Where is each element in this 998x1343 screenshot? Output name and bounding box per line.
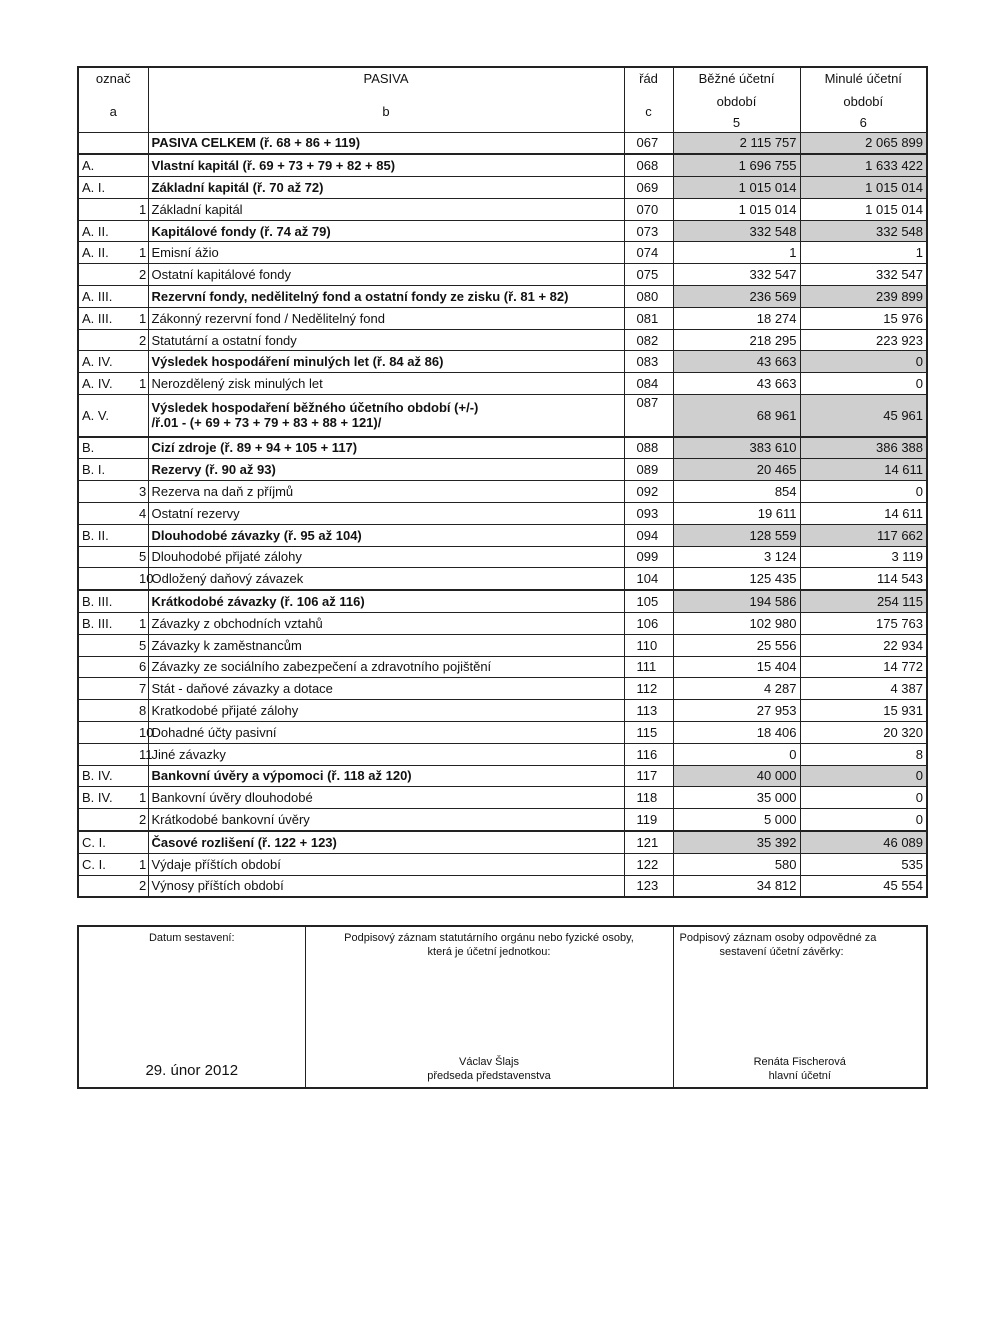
row-item-number: 2 [136, 875, 148, 897]
row-line-number: 106 [624, 612, 673, 634]
row-designation: B. IV. [78, 765, 136, 787]
row-line-number: 088 [624, 437, 673, 459]
row-previous-period: 20 320 [800, 721, 927, 743]
row-line-number: 081 [624, 307, 673, 329]
row-item-number: 7 [136, 678, 148, 700]
row-current-period: 18 406 [673, 721, 800, 743]
row-previous-period: 332 548 [800, 220, 927, 242]
row-previous-period: 46 089 [800, 831, 927, 853]
row-current-period: 236 569 [673, 286, 800, 308]
row-current-period: 15 404 [673, 656, 800, 678]
row-previous-period: 0 [800, 809, 927, 831]
row-previous-period: 0 [800, 351, 927, 373]
row-previous-period: 3 119 [800, 546, 927, 568]
table-row [78, 590, 927, 612]
row-previous-period: 15 976 [800, 307, 927, 329]
row-label: Závazky z obchodních vztahů [148, 612, 624, 634]
row-label: Výdaje příštích období [148, 853, 624, 875]
row-label: Nerozdělený zisk minulých let [148, 373, 624, 395]
table-row [78, 286, 927, 308]
row-line-number: 084 [624, 373, 673, 395]
row-previous-period: 239 899 [800, 286, 927, 308]
row-current-period: 18 274 [673, 307, 800, 329]
row-label: Krátkodobé závazky (ř. 106 až 116) [148, 590, 624, 612]
row-previous-period: 2 065 899 [800, 132, 927, 154]
table-row [78, 546, 927, 568]
row-current-period: 2 115 757 [673, 132, 800, 154]
row-current-period: 3 124 [673, 546, 800, 568]
row-item-number [136, 437, 148, 459]
row-label: Závazky ze sociálního zabezpečení a zdravotního pojištění [148, 656, 624, 678]
row-designation [78, 132, 136, 154]
row-designation [78, 721, 136, 743]
row-label: Stát - daňové závazky a dotace [148, 678, 624, 700]
row-line-number: 118 [624, 787, 673, 809]
row-label: Dohadné účty pasivní [148, 721, 624, 743]
row-line-number: 116 [624, 743, 673, 765]
row-line-number: 070 [624, 198, 673, 220]
header-rad: řád c [624, 67, 673, 132]
row-line-number: 094 [624, 524, 673, 546]
table-row [78, 242, 927, 264]
row-designation [78, 502, 136, 524]
row-label: Statutární a ostatní fondy [148, 329, 624, 351]
table-row [78, 351, 927, 373]
row-item-number: 3 [136, 481, 148, 503]
row-previous-period: 4 387 [800, 678, 927, 700]
statutory-signatory: Václav Šlajs předseda představenstva [427, 1056, 551, 1082]
header-row [78, 67, 927, 132]
row-previous-period: 15 931 [800, 700, 927, 722]
table-row [78, 612, 927, 634]
row-item-number: 5 [136, 634, 148, 656]
row-item-number: 2 [136, 264, 148, 286]
row-designation: A. IV. [78, 351, 136, 373]
row-previous-period: 45 961 [800, 395, 927, 437]
row-current-period: 194 586 [673, 590, 800, 612]
table-row [78, 765, 927, 787]
row-current-period: 332 548 [673, 220, 800, 242]
row-current-period: 1 015 014 [673, 198, 800, 220]
row-previous-period: 114 543 [800, 568, 927, 590]
header-minule: Minulé účetní období 6 [800, 67, 927, 132]
table-row [78, 524, 927, 546]
row-designation: B. I. [78, 459, 136, 481]
row-designation: B. III. [78, 590, 136, 612]
row-label: Bankovní úvěry a výpomoci (ř. 118 až 120) [148, 765, 624, 787]
table-row [78, 329, 927, 351]
table-row [78, 307, 927, 329]
row-designation: A. [78, 154, 136, 176]
row-label: Výsledek hospodáření minulých let (ř. 84 až 86) [148, 351, 624, 373]
row-item-number [136, 220, 148, 242]
row-previous-period: 45 554 [800, 875, 927, 897]
row-item-number: 1 [136, 787, 148, 809]
row-label: Emisní ážio [148, 242, 624, 264]
row-label: Vlastní kapitál (ř. 69 + 73 + 79 + 82 + 85) [148, 154, 624, 176]
row-line-number: 080 [624, 286, 673, 308]
table-row [78, 437, 927, 459]
row-designation: B. II. [78, 524, 136, 546]
row-current-period: 40 000 [673, 765, 800, 787]
header-pasiva: PASIVA b [148, 67, 624, 132]
row-item-number: 10 [136, 721, 148, 743]
responsible-signature-cell [673, 926, 927, 1088]
row-label: Ostatní rezervy [148, 502, 624, 524]
row-label: Bankovní úvěry dlouhodobé [148, 787, 624, 809]
row-previous-period: 0 [800, 373, 927, 395]
statutory-signature-cell [305, 926, 673, 1088]
row-designation [78, 678, 136, 700]
row-line-number: 092 [624, 481, 673, 503]
table-row [78, 132, 927, 154]
table-row [78, 459, 927, 481]
row-item-number [136, 765, 148, 787]
row-item-number: 4 [136, 502, 148, 524]
row-label: Jiné závazky [148, 743, 624, 765]
table-row [78, 568, 927, 590]
row-line-number: 074 [624, 242, 673, 264]
row-current-period: 34 812 [673, 875, 800, 897]
row-item-number: 1 [136, 307, 148, 329]
row-current-period: 4 287 [673, 678, 800, 700]
row-item-number [136, 177, 148, 199]
row-item-number [136, 831, 148, 853]
row-line-number: 099 [624, 546, 673, 568]
row-designation: A. I. [78, 177, 136, 199]
row-previous-period: 1 633 422 [800, 154, 927, 176]
row-line-number: 083 [624, 351, 673, 373]
row-item-number: 1 [136, 853, 148, 875]
row-previous-period: 254 115 [800, 590, 927, 612]
row-designation: A. II. [78, 220, 136, 242]
row-item-number [136, 132, 148, 154]
row-designation [78, 546, 136, 568]
row-label: Rezerva na daň z příjmů [148, 481, 624, 503]
row-item-number [136, 286, 148, 308]
row-designation: A. III. [78, 307, 136, 329]
table-row [78, 634, 927, 656]
row-item-number [136, 459, 148, 481]
row-item-number: 10 [136, 568, 148, 590]
row-item-number [136, 524, 148, 546]
row-current-period: 854 [673, 481, 800, 503]
row-item-number [136, 351, 148, 373]
row-line-number: 082 [624, 329, 673, 351]
row-current-period: 35 392 [673, 831, 800, 853]
row-item-number: 1 [136, 612, 148, 634]
row-label: Výnosy příštích období [148, 875, 624, 897]
liabilities-table [77, 66, 928, 898]
row-current-period: 25 556 [673, 634, 800, 656]
row-designation: B. IV. [78, 787, 136, 809]
table-row [78, 373, 927, 395]
row-previous-period: 22 934 [800, 634, 927, 656]
row-item-number: 1 [136, 373, 148, 395]
row-previous-period: 14 611 [800, 459, 927, 481]
row-line-number: 123 [624, 875, 673, 897]
row-previous-period: 386 388 [800, 437, 927, 459]
row-line-number: 087 [624, 395, 673, 437]
table-row [78, 700, 927, 722]
row-previous-period: 332 547 [800, 264, 927, 286]
table-row [78, 198, 927, 220]
row-item-number: 6 [136, 656, 148, 678]
row-previous-period: 14 611 [800, 502, 927, 524]
row-current-period: 383 610 [673, 437, 800, 459]
row-label: Dlouhodobé závazky (ř. 95 až 104) [148, 524, 624, 546]
row-line-number: 121 [624, 831, 673, 853]
row-previous-period: 1 [800, 242, 927, 264]
row-item-number [136, 590, 148, 612]
row-previous-period: 8 [800, 743, 927, 765]
row-current-period: 580 [673, 853, 800, 875]
date-heading: Datum sestavení: [148, 932, 235, 944]
row-item-number [136, 154, 148, 176]
row-current-period: 1 [673, 242, 800, 264]
row-current-period: 332 547 [673, 264, 800, 286]
row-label: Výsledek hospodaření běžného účetního období (+/-) /ř.01 - (+ 69 + 73 + 79 + 83 + 88 + 121)/ [148, 395, 624, 437]
row-label: Krátkodobé bankovní úvěry [148, 809, 624, 831]
row-current-period: 35 000 [673, 787, 800, 809]
row-designation: C. I. [78, 853, 136, 875]
row-line-number: 089 [624, 459, 673, 481]
row-designation [78, 656, 136, 678]
table-row [78, 831, 927, 853]
row-previous-period: 0 [800, 765, 927, 787]
row-line-number: 113 [624, 700, 673, 722]
row-current-period: 1 696 755 [673, 154, 800, 176]
responsible-heading: Podpisový záznam osoby odpovědné za sestavení účetní závěrky: [679, 932, 877, 958]
row-line-number: 075 [624, 264, 673, 286]
table-row [78, 481, 927, 503]
row-previous-period: 14 772 [800, 656, 927, 678]
date-cell [78, 926, 305, 1088]
row-current-period: 128 559 [673, 524, 800, 546]
table-row [78, 875, 927, 897]
row-label: Základní kapitál [148, 198, 624, 220]
row-item-number: 1 [136, 198, 148, 220]
row-current-period: 218 295 [673, 329, 800, 351]
row-designation [78, 481, 136, 503]
row-label: Základní kapitál (ř. 70 až 72) [148, 177, 624, 199]
header-oznac: označ a [78, 67, 148, 132]
row-item-number: 2 [136, 809, 148, 831]
row-designation [78, 198, 136, 220]
row-line-number: 104 [624, 568, 673, 590]
row-designation [78, 875, 136, 897]
row-designation [78, 809, 136, 831]
table-row [78, 853, 927, 875]
table-row [78, 177, 927, 199]
row-label: Časové rozlišení (ř. 122 + 123) [148, 831, 624, 853]
table-row [78, 656, 927, 678]
table-row [78, 502, 927, 524]
row-label: Rezervní fondy, nedělitelný fond a ostatní fondy ze zisku (ř. 81 + 82) [148, 286, 624, 308]
row-previous-period: 223 923 [800, 329, 927, 351]
row-label: Odložený daňový závazek [148, 568, 624, 590]
row-label: Cizí zdroje (ř. 89 + 94 + 105 + 117) [148, 437, 624, 459]
row-label: Dlouhodobé přijaté zálohy [148, 546, 624, 568]
row-designation: B. [78, 437, 136, 459]
row-designation [78, 700, 136, 722]
row-current-period: 19 611 [673, 502, 800, 524]
row-current-period: 125 435 [673, 568, 800, 590]
statutory-heading: Podpisový záznam statutárního orgánu nebo fyzické osoby, která je účetní jednotkou: [344, 932, 634, 958]
row-current-period: 27 953 [673, 700, 800, 722]
row-line-number: 068 [624, 154, 673, 176]
row-current-period: 20 465 [673, 459, 800, 481]
row-designation: A. III. [78, 286, 136, 308]
row-label: Rezervy (ř. 90 až 93) [148, 459, 624, 481]
table-row [78, 220, 927, 242]
row-line-number: 105 [624, 590, 673, 612]
row-designation: A. II. [78, 242, 136, 264]
row-line-number: 069 [624, 177, 673, 199]
row-line-number: 112 [624, 678, 673, 700]
row-line-number: 067 [624, 132, 673, 154]
table-row [78, 743, 927, 765]
row-current-period: 5 000 [673, 809, 800, 831]
row-line-number: 110 [624, 634, 673, 656]
row-current-period: 102 980 [673, 612, 800, 634]
row-line-number: 119 [624, 809, 673, 831]
row-current-period: 43 663 [673, 373, 800, 395]
row-label: Kratkodobé přijaté zálohy [148, 700, 624, 722]
row-previous-period: 1 015 014 [800, 177, 927, 199]
row-designation [78, 568, 136, 590]
row-item-number: 8 [136, 700, 148, 722]
table-row [78, 154, 927, 176]
header-bezne: Běžné účetní období 5 [673, 67, 800, 132]
row-designation [78, 634, 136, 656]
row-designation: A. V. [78, 395, 136, 437]
date-value: 29. únor 2012 [145, 1062, 239, 1079]
row-item-number [136, 395, 148, 437]
table-row [78, 678, 927, 700]
row-label: Zákonný rezervní fond / Nedělitelný fond [148, 307, 624, 329]
row-label: Kapitálové fondy (ř. 74 až 79) [148, 220, 624, 242]
row-line-number: 093 [624, 502, 673, 524]
row-item-number: 5 [136, 546, 148, 568]
row-current-period: 1 015 014 [673, 177, 800, 199]
row-designation: B. III. [78, 612, 136, 634]
table-row [78, 809, 927, 831]
table-row [78, 395, 927, 437]
signature-table [77, 925, 928, 1089]
row-line-number: 115 [624, 721, 673, 743]
table-row [78, 264, 927, 286]
row-designation: A. IV. [78, 373, 136, 395]
table-row [78, 721, 927, 743]
row-previous-period: 117 662 [800, 524, 927, 546]
row-current-period: 0 [673, 743, 800, 765]
table-body [78, 132, 927, 897]
row-item-number: 1 [136, 242, 148, 264]
row-previous-period: 0 [800, 787, 927, 809]
row-line-number: 111 [624, 656, 673, 678]
row-previous-period: 0 [800, 481, 927, 503]
row-item-number: 11 [136, 743, 148, 765]
row-previous-period: 1 015 014 [800, 198, 927, 220]
row-line-number: 073 [624, 220, 673, 242]
row-designation [78, 329, 136, 351]
row-current-period: 68 961 [673, 395, 800, 437]
row-label: Závazky k zaměstnancům [148, 634, 624, 656]
row-line-number: 122 [624, 853, 673, 875]
row-item-number: 2 [136, 329, 148, 351]
row-designation: C. I. [78, 831, 136, 853]
row-label: PASIVA CELKEM (ř. 68 + 86 + 119) [148, 132, 624, 154]
row-designation [78, 264, 136, 286]
row-current-period: 43 663 [673, 351, 800, 373]
row-designation [78, 743, 136, 765]
row-line-number: 117 [624, 765, 673, 787]
row-previous-period: 535 [800, 853, 927, 875]
responsible-signatory: Renáta Fischerová hlavní účetní [753, 1056, 846, 1082]
table-row [78, 787, 927, 809]
row-previous-period: 175 763 [800, 612, 927, 634]
row-label: Ostatní kapitálové fondy [148, 264, 624, 286]
